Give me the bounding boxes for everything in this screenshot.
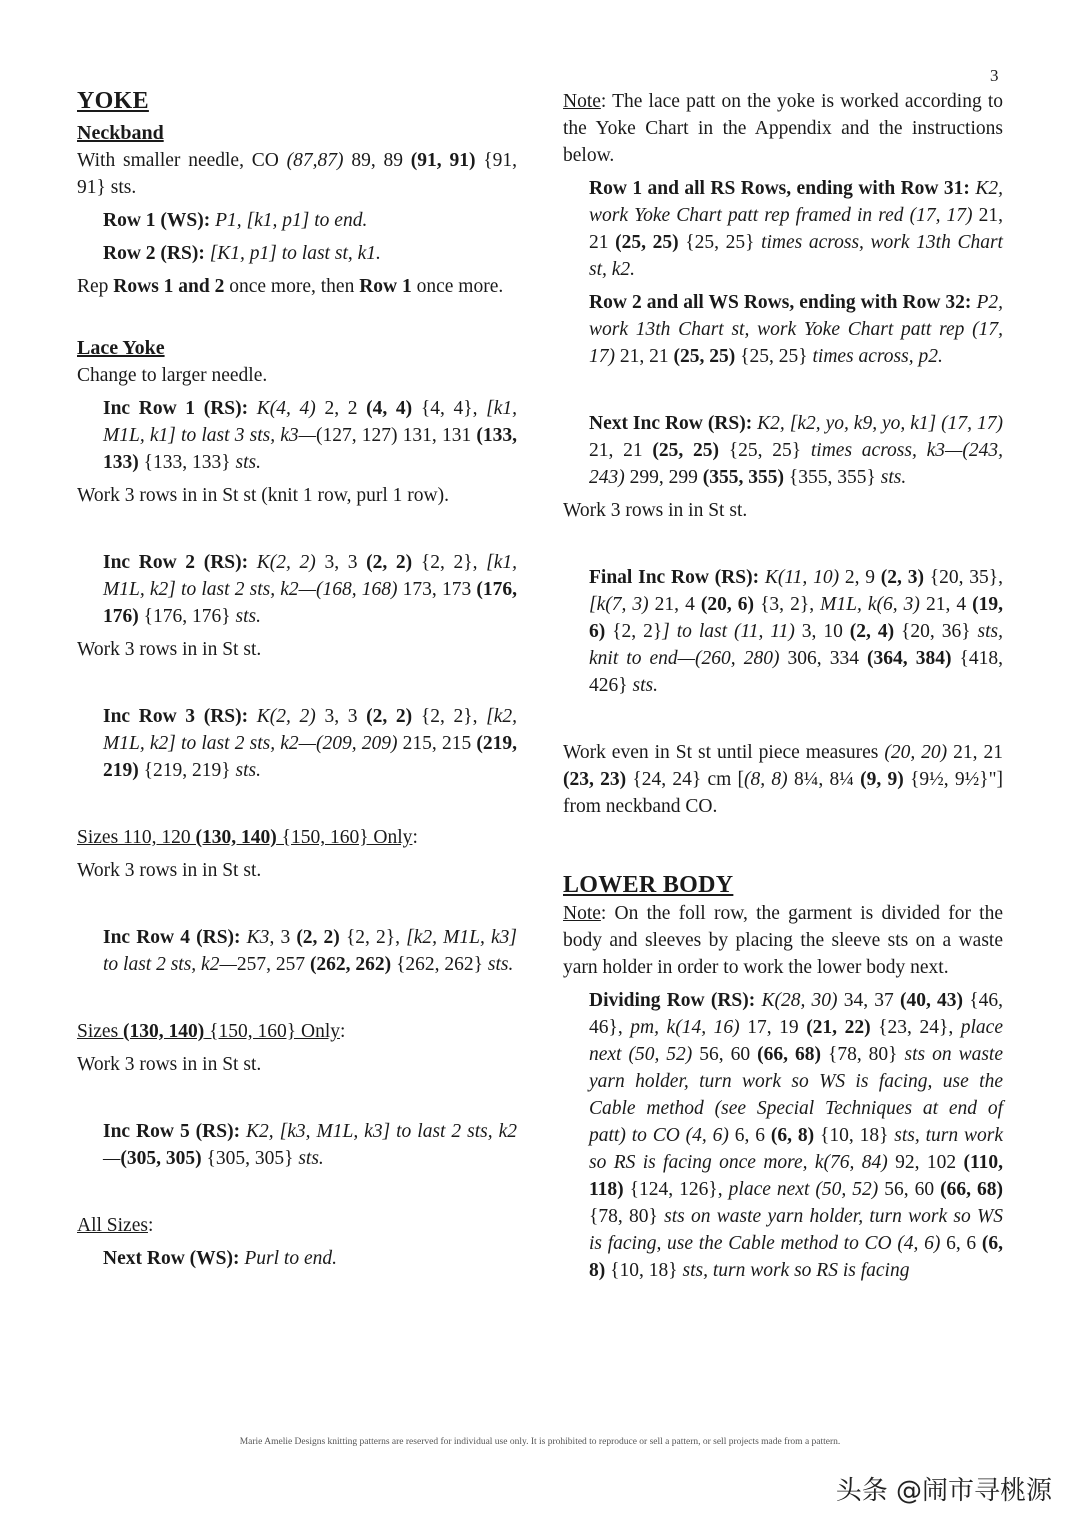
dividing-row: Dividing Row (RS): K(28, 30) 34, 37 (40, 43) {46, 46}, pm, k(14, 16) 17, 19 (21, 22) {23, 24}, place next (50, 52) 56, 60 (66, 68) {78, 80} sts on waste yarn holder, turn work so WS is facing, use the Cable method (see Special Techniques at end of patt) to CO (4, 6) 6, 6 (6, 8) {10, 18} sts, turn work so RS is facing once more, k(76, 84) 92, 102 (110, 118) {124, 126}, place next (50, 52) 56, 60 (66, 68) {78, 80} sts on waste yarn holder, turn work so WS is facing, use the Cable method to CO (4, 6) 6, 6 (6, 8) {10, 18} sts, turn work so RS is facing: [589, 990, 1004, 1281]
rs-rows: Row 1 and all RS Rows, ending with Row 31: K2, work Yoke Chart patt rep framed in red (17, 17) 21, 21 (25, 25) {25, 25} times across, work 13th Chart st, k2.: [589, 178, 1004, 280]
work-even: Work even in St st until piece measures (20, 20) 21, 21 (23, 23) {24, 24} cm [(8, 8) 8¼, 8¼ (9, 9) {9½, 9½}"] from neckband CO.: [563, 742, 1004, 817]
inc-row-1: Inc Row 1 (RS): K(4, 4) 2, 2 (4, 4) {4, 4}, [k1, M1L, k1] to last 3 sts, k3—(127, 127) 131, 131 (133, 133) {133, 133} sts.: [103, 398, 517, 473]
page-number: 3: [990, 66, 999, 85]
neckband-row2: Row 2 (RS): [K1, p1] to last st, k1.: [103, 243, 381, 264]
neckband-heading: Neckband: [77, 122, 164, 144]
work-rows-1: Work 3 rows in in St st (knit 1 row, purl 1 row).: [77, 485, 449, 506]
right-column: [563, 88, 1003, 1290]
neckband-rep: Rep Rows 1 and 2 once more, then Row 1 once more.: [77, 276, 504, 297]
yoke-title: YOKE: [77, 88, 149, 114]
lace-note: Note: The lace patt on the yoke is worked according to the Yoke Chart in the Appendix and the instructions below.: [563, 91, 1003, 166]
inc-row-2: Inc Row 2 (RS): K(2, 2) 3, 3 (2, 2) {2, 2}, [k1, M1L, k2] to last 2 sts, k2—(168, 168) 173, 173 (176, 176) {176, 176} sts.: [103, 552, 518, 627]
lower-body-title: LOWER BODY: [563, 872, 734, 898]
next-inc-row: Next Inc Row (RS): K2, [k2, yo, k9, yo, k1] (17, 17) 21, 21 (25, 25) {25, 25} times across, k3—(243, 243) 299, 299 (355, 355) {355, 355} sts.: [589, 413, 1003, 488]
work-rows-2: Work 3 rows in in St st.: [77, 639, 262, 660]
change-needle: Change to larger needle.: [77, 365, 268, 386]
lace-yoke-heading: Lace Yoke: [77, 337, 165, 359]
ws-rows: Row 2 and all WS Rows, ending with Row 32: P2, work 13th Chart st, work Yoke Chart patt rep (17, 17) 21, 21 (25, 25) {25, 25} times across, p2.: [589, 292, 1003, 367]
lower-body-note: Note: On the foll row, the garment is divided for the body and sleeves by placing the sleeve sts on a waste yarn holder in order to work the lower body next.: [563, 903, 1003, 978]
footer-copyright: Marie Amelie Designs knitting patterns are reserved for individual use only. It is prohibited to reproduce or sell a pattern, or sell projects made from a pattern.: [239, 1437, 841, 1447]
sizes-note-b: Sizes (130, 140) {150, 160} Only:: [77, 1021, 346, 1042]
sizes-note-a: Sizes 110, 120 (130, 140) {150, 160} Only:: [77, 827, 418, 848]
inc-row-3: Inc Row 3 (RS): K(2, 2) 3, 3 (2, 2) {2, 2}, [k2, M1L, k2] to last 2 sts, k2—(209, 209) 215, 215 (219, 219) {219, 219} sts.: [103, 706, 518, 781]
work-rows-3: Work 3 rows in in St st.: [77, 860, 262, 881]
work-rows-right: Work 3 rows in in St st.: [563, 500, 748, 521]
work-rows-4: Work 3 rows in in St st.: [77, 1054, 262, 1075]
next-row-ws: Next Row (WS): Purl to end.: [103, 1248, 337, 1269]
final-inc-row: Final Inc Row (RS): K(11, 10) 2, 9 (2, 3) {20, 35}, [k(7, 3) 21, 4 (20, 6) {3, 2}, M1L, k(6, 3) 21, 4 (19, 6) {2, 2}] to last (11, 11) 3, 10 (2, 4) {20, 36} sts, knit to end—(260, 280) 306, 334 (364, 384) {418, 426} sts.: [589, 567, 1004, 696]
inc-row-4: Inc Row 4 (RS): K3, 3 (2, 2) {2, 2}, [k2, M1L, k3] to last 2 sts, k2—257, 257 (262, 262) {262, 262} sts.: [103, 927, 517, 975]
all-sizes-note: All Sizes:: [77, 1215, 154, 1236]
left-column: [77, 86, 517, 1278]
watermark-text: 头条 @闹市寻桃源: [835, 1476, 1052, 1506]
neckband-row1: Row 1 (WS): P1, [k1, p1] to end.: [103, 210, 368, 231]
inc-row-5: Inc Row 5 (RS): K2, [k3, M1L, k3] to last 2 sts, k2—(305, 305) {305, 305} sts.: [103, 1121, 517, 1169]
neckband-co: With smaller needle, CO (87,87) 89, 89 (91, 91) {91, 91} sts.: [77, 150, 517, 198]
